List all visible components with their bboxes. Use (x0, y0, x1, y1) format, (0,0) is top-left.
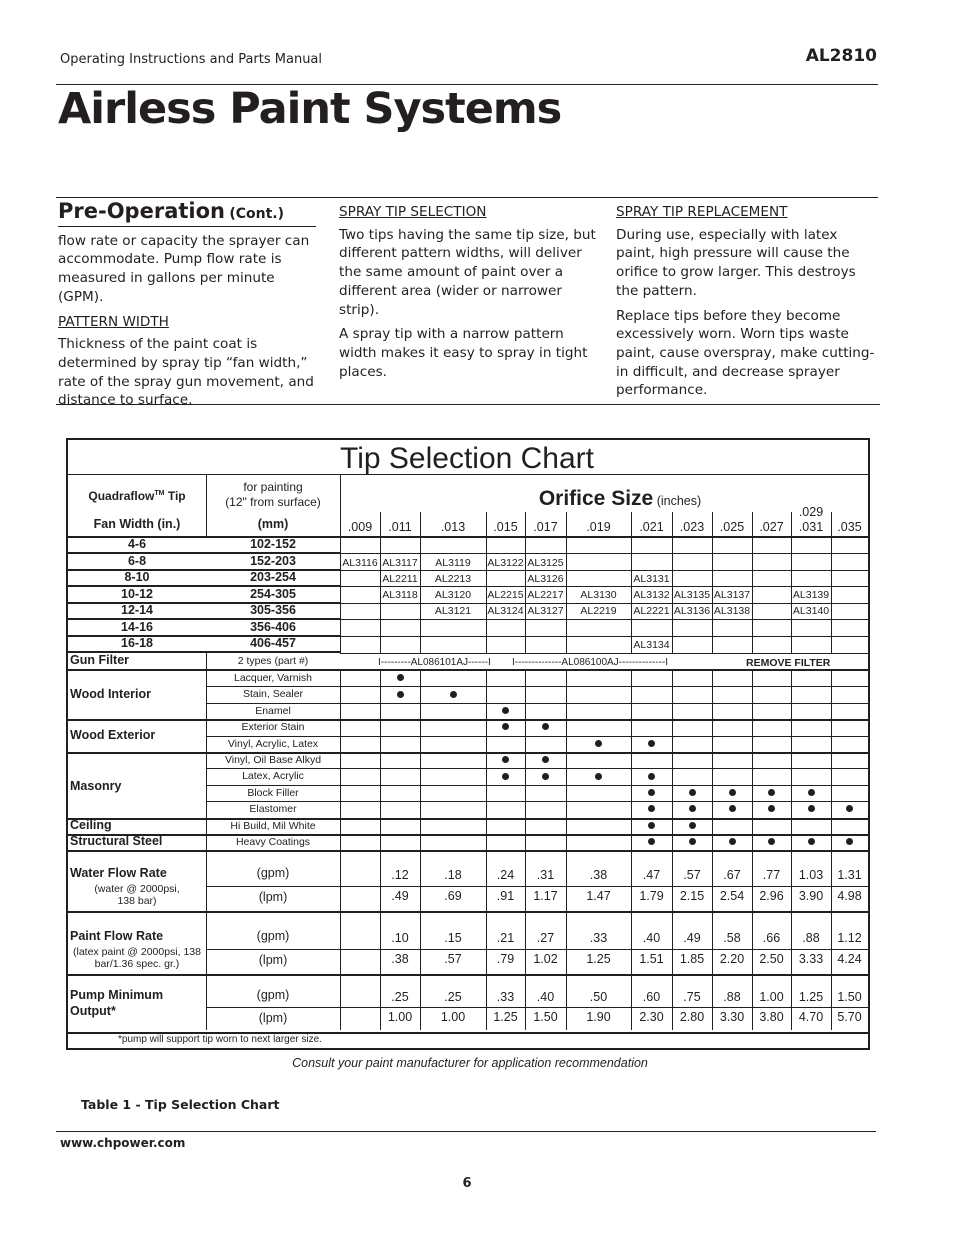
distance-header: (12" from surface) (225, 495, 321, 509)
mm-header: (mm) (257, 517, 289, 531)
gpm-value-water: .77 (762, 868, 781, 882)
lpm-value-paint: 4.24 (837, 952, 862, 966)
pattern-width-paragraph: Thickness of the paint coat is determined by spray tip “fan width,” rate of the spray gun movement, and distance to surface. (58, 336, 314, 409)
application-vinyl--oil-base-alkyd: Vinyl, Oil Base Alkyd (224, 754, 322, 766)
size-header-6: .021 (639, 520, 664, 534)
application-dot (768, 789, 775, 796)
flow-col-2 (420, 852, 421, 1030)
application-rule-0 (207, 686, 868, 687)
application-dot (502, 756, 509, 763)
part-number: AL3122 (487, 557, 524, 569)
gpm-value-pump: .40 (536, 990, 555, 1004)
application-lacquer--varnish: Lacquer, Varnish (233, 672, 313, 684)
application-col-7 (672, 670, 673, 852)
flow-note1-paint: (latex paint @ 2000psi, 138 (73, 946, 201, 958)
fan-width-1: 6-8 (127, 553, 147, 568)
lpm-value-water: 2.54 (719, 889, 745, 903)
flow-note1-water: (water @ 2000psi, (94, 883, 180, 895)
size-header-divider-7 (712, 512, 713, 537)
application-dot (648, 789, 655, 796)
part-grid-col-0 (340, 537, 341, 653)
application-hi-build--mil-white: Hi Build, Mil White (230, 819, 316, 832)
tip-replacement-paragraph-2: Replace tips before they become excessively worn. Worn tips waste paint, cause overspray, make cutting-in difficult, and decrease sprayer performance. (616, 307, 875, 399)
flow-col-8 (712, 852, 713, 1030)
unit-gpm-pump: (gpm) (256, 988, 290, 1002)
part-number: AL3138 (713, 605, 751, 617)
application-dot (502, 723, 509, 730)
application-col-9 (752, 670, 753, 852)
gpm-value-paint: 1.12 (837, 931, 862, 945)
application-dot (595, 773, 602, 780)
gpm-value-pump: 1.50 (837, 990, 862, 1004)
part-number: AL3124 (487, 605, 524, 617)
spray-tip-replacement-heading: SPRAY TIP REPLACEMENT (616, 204, 788, 220)
application-dot (542, 723, 549, 730)
flow-label-pump: Pump Minimum (70, 988, 164, 1002)
lpm-value-paint: 1.25 (586, 952, 611, 966)
lpm-value-water: .91 (496, 889, 515, 903)
fan-width-0: 4-6 (127, 537, 147, 551)
lpm-value-water: 2.15 (679, 889, 705, 903)
application-dot (768, 805, 775, 812)
flow-col-12 (868, 852, 869, 1030)
gun-filter-sub: 2 types (part #) (237, 655, 309, 667)
application-dot (648, 773, 655, 780)
lpm-value-paint: .38 (391, 952, 409, 966)
gpm-value-water: .38 (589, 868, 608, 882)
application-dot (689, 789, 696, 796)
fan-width-4: 12-14 (121, 603, 153, 617)
consult-note: Consult your paint manufacturer for application recommendation (292, 1056, 648, 1070)
lpm-value-pump: 1.50 (533, 1010, 558, 1024)
flow-mid-rule-paint (207, 949, 868, 950)
size-header-0: .009 (347, 520, 373, 534)
for-painting-header: for painting (243, 480, 303, 494)
application-dot (397, 674, 404, 681)
application-exterior-stain: Exterior Stain (241, 721, 305, 734)
footer-rule (56, 1131, 876, 1132)
application-dot (397, 691, 404, 698)
fan-mm-2: 203-254 (250, 570, 296, 584)
trademark: TM (154, 490, 165, 497)
application-col-5 (566, 670, 567, 852)
flow-col-11 (831, 852, 832, 1030)
header-manual-title: Operating Instructions and Parts Manual (60, 52, 323, 67)
orifice-size-header (500, 487, 740, 511)
size-header-11: .035 (837, 520, 862, 534)
size-header-divider-10 (831, 512, 832, 537)
part-number: AL3126 (527, 573, 564, 585)
lpm-value-pump: 1.90 (586, 1010, 611, 1024)
flow-label-paint: Paint Flow Rate (70, 929, 164, 943)
part-number: AL3127 (527, 605, 564, 617)
gpm-value-pump: .88 (723, 990, 741, 1004)
flow-col-6 (631, 852, 632, 1030)
flow-col-7 (672, 852, 673, 1030)
website-link[interactable]: www.chpower.com (60, 1136, 186, 1150)
application-latex--acrylic: Latex, Acrylic (242, 770, 304, 783)
gpm-value-paint: .33 (589, 931, 608, 945)
application-dot (768, 838, 775, 845)
gpm-value-water: .31 (536, 868, 555, 882)
size-header-divider-5 (631, 512, 632, 537)
fan-width-5: 14-16 (121, 619, 153, 634)
fan-mm-3: 254-305 (250, 586, 296, 601)
size-header-7: .023 (679, 520, 705, 534)
application-stain--sealer: Stain, Sealer (242, 688, 304, 701)
part-number: AL3120 (434, 589, 472, 601)
table-caption: Table 1 - Tip Selection Chart (81, 1097, 280, 1112)
gun-filter-rule (68, 669, 868, 671)
application-heavy-coatings: Heavy Coatings (235, 836, 311, 848)
part-number: AL3132 (633, 589, 670, 601)
size-header-10: .031 (798, 520, 824, 534)
size-header-9: .027 (759, 520, 784, 534)
size-header-2: .013 (440, 520, 466, 534)
quadraflow-text: Quadraflow (88, 489, 155, 503)
tip-selection-paragraph-1: Two tips having the same tip size, but different pattern widths, will deliver the same amount of paint over a different area (wider or narrower strip). (339, 226, 596, 318)
application-col-0 (340, 670, 341, 852)
part-number: AL3136 (673, 605, 711, 617)
lpm-value-pump: 4.70 (798, 1010, 824, 1024)
flow-mid-rule-water (207, 886, 868, 887)
lpm-value-pump: 1.00 (387, 1010, 413, 1024)
application-rule-4 (68, 752, 868, 754)
unit-gpm-water: (gpm) (256, 866, 290, 880)
gpm-value-pump: .75 (683, 990, 701, 1004)
application-dot (689, 822, 696, 829)
tip-selection-paragraph-2: A spray tip with a narrow pattern width makes it easy to spray in tight places. (339, 326, 588, 380)
gpm-value-paint: .49 (683, 931, 701, 945)
group-wood-interior: Wood Interior (70, 687, 152, 701)
unit-lpm-pump: (lpm) (258, 1011, 288, 1025)
part-number: AL3131 (633, 573, 670, 585)
part-number: AL3134 (633, 639, 670, 651)
gpm-value-water: .18 (444, 868, 462, 882)
chart-title: Tip Selection Chart (340, 442, 595, 475)
gpm-value-paint: .40 (642, 931, 661, 945)
gpm-value-water: .12 (391, 868, 409, 882)
fan-mm-4: 305-356 (250, 603, 296, 617)
filter-part-2: I--------------AL086100AJ--------------I (512, 657, 669, 668)
gpm-value-paint: .27 (536, 931, 555, 945)
gpm-value-water: .24 (496, 868, 515, 882)
lpm-value-paint: .79 (496, 952, 515, 966)
gpm-value-paint: .15 (444, 931, 462, 945)
application-rule-1 (207, 703, 868, 704)
gpm-value-paint: .66 (762, 931, 781, 945)
application-dot (689, 838, 696, 845)
unit-lpm-paint: (lpm) (258, 953, 288, 967)
application-col-3 (486, 670, 487, 852)
application-col-1 (380, 670, 381, 852)
size-header-029: .029 (798, 505, 824, 519)
size-header-divider-2 (486, 512, 487, 537)
gpm-value-pump: .33 (496, 990, 515, 1004)
tip-selection-chart (66, 438, 870, 1050)
application-divider (206, 653, 207, 852)
flow-divider (206, 852, 207, 1030)
flow-bottom-rule-water (68, 911, 868, 913)
size-header-8: .025 (719, 520, 745, 534)
gpm-value-paint: .88 (802, 931, 820, 945)
application-dot (450, 691, 457, 698)
heading-underline (58, 226, 316, 227)
application-block-filler: Block Filler (247, 786, 299, 799)
spray-tip-selection-heading: SPRAY TIP SELECTION (339, 204, 487, 220)
size-header-divider-8 (752, 512, 753, 537)
gpm-value-pump: 1.00 (759, 990, 784, 1004)
lpm-value-pump: 5.70 (837, 1010, 862, 1024)
size-header-divider-3 (525, 512, 526, 537)
header-model: AL2810 (805, 46, 877, 66)
application-col-12 (868, 670, 869, 852)
fan-width-header: Fan Width (in.) (93, 517, 181, 531)
size-header-3: .015 (493, 520, 518, 534)
size-header-divider-6 (672, 512, 673, 537)
part-number: AL2215 (487, 589, 524, 601)
application-col-6 (631, 670, 632, 852)
lpm-value-pump: 3.80 (759, 1010, 784, 1024)
application-dot (648, 838, 655, 845)
application-dot (502, 773, 509, 780)
fan-mm-0: 102-152 (250, 537, 296, 551)
application-enamel: Enamel (255, 704, 291, 717)
application-dot (542, 756, 549, 763)
application-rule-5 (207, 768, 868, 769)
column-spray-tip-replacement (616, 203, 878, 406)
gun-filter-label: Gun Filter (70, 653, 130, 667)
gpm-value-water: .47 (642, 868, 661, 882)
flow-note2-water: 138 bar) (117, 895, 157, 907)
quadraflow-label (70, 489, 204, 503)
application-rule-2 (68, 719, 868, 721)
flow-col-10 (791, 852, 792, 1030)
application-rule-7 (207, 801, 868, 802)
size-header-divider-1 (420, 512, 421, 537)
part-grid-rule-6 (340, 653, 868, 654)
lpm-value-water: .69 (444, 889, 462, 903)
part-number: AL2221 (633, 605, 670, 617)
part-number: AL3117 (382, 557, 418, 569)
part-number: AL3130 (580, 589, 617, 601)
lpm-value-pump: 2.30 (639, 1010, 664, 1024)
title-underline (68, 474, 868, 475)
lpm-value-water: 2.96 (759, 889, 784, 903)
flow-label2-pump: Output* (70, 1004, 116, 1018)
size-header-5: .019 (586, 520, 611, 534)
flow-col-9 (752, 852, 753, 1030)
column-pre-operation (58, 199, 320, 416)
page-number: 6 (462, 1176, 472, 1191)
filter-part-1: I---------AL086101AJ------I (378, 657, 491, 668)
gpm-value-pump: .25 (444, 990, 462, 1004)
lpm-value-water: 4.98 (837, 889, 862, 903)
flow-col-3 (486, 852, 487, 1030)
inches-text: (inches) (653, 494, 702, 508)
lpm-value-pump: 3.30 (719, 1010, 745, 1024)
lpm-value-paint: 1.85 (679, 952, 705, 966)
flow-col-5 (566, 852, 567, 1030)
lpm-value-pump: 2.80 (679, 1010, 705, 1024)
application-dot (648, 822, 655, 829)
part-number: AL3118 (382, 589, 418, 601)
application-dot (502, 707, 509, 714)
application-col-10 (791, 670, 792, 852)
size-header-divider-9 (791, 512, 792, 537)
part-grid-col-12 (868, 537, 869, 653)
flow-mid-rule-pump (207, 1007, 868, 1008)
part-number: AL2213 (434, 573, 472, 585)
fan-width-3: 10-12 (121, 586, 153, 601)
flow-rate-paragraph: flow rate or capacity the sprayer can accommodate. Pump flow rate is measured in gallons per minute (GPM). (58, 232, 310, 305)
part-number: AL3125 (527, 557, 564, 569)
lpm-value-paint: 2.50 (759, 952, 784, 966)
heading-cont: (Cont.) (229, 206, 284, 222)
application-dot (729, 789, 736, 796)
application-rule-10 (68, 850, 868, 852)
group-masonry: Masonry (70, 779, 122, 793)
application-rule-6 (207, 785, 868, 786)
lpm-value-paint: .57 (444, 952, 462, 966)
fan-width-6: 16-18 (121, 636, 153, 650)
group-ceiling: Ceiling (70, 818, 112, 832)
lpm-value-water: 3.90 (798, 889, 824, 903)
group-wood-exterior: Wood Exterior (70, 728, 156, 742)
application-elastomer: Elastomer (249, 803, 297, 816)
application-dot (689, 805, 696, 812)
lpm-value-water: .49 (391, 889, 409, 903)
orifice-size-text: Orifice Size (538, 487, 654, 510)
gpm-value-paint: .21 (496, 931, 515, 945)
part-number: AL3121 (434, 605, 472, 617)
gpm-value-water: .67 (723, 868, 741, 882)
fan-mm-5: 356-406 (250, 619, 296, 634)
remove-filter: REMOVE FILTER (746, 657, 831, 669)
group-structural-steel: Structural Steel (70, 834, 163, 848)
section-bottom-rule (56, 404, 880, 405)
gpm-value-paint: .10 (391, 931, 409, 945)
flow-bottom-rule-paint (68, 974, 868, 976)
application-rule-9 (68, 834, 868, 836)
tip-text: Tip (164, 489, 186, 503)
part-number: AL3119 (435, 557, 471, 569)
tip-replacement-paragraph-1: During use, especially with latex paint, high pressure will cause the orifice to grow larger. This destroys the pattern. (616, 226, 856, 299)
part-number: AL3137 (713, 589, 751, 601)
size-header-divider-0 (380, 512, 381, 537)
flow-label-water: Water Flow Rate (70, 866, 167, 880)
application-col-4 (525, 670, 526, 852)
application-dot (846, 805, 853, 812)
fan-width-2: 8-10 (124, 570, 150, 584)
application-dot (648, 740, 655, 747)
part-number: AL2211 (382, 573, 418, 585)
application-dot (648, 805, 655, 812)
part-number: AL3140 (792, 605, 830, 617)
lpm-value-paint: 3.33 (798, 952, 824, 966)
lpm-value-water: 1.47 (586, 889, 611, 903)
section-top-rule (56, 197, 878, 198)
gpm-value-pump: .60 (642, 990, 661, 1004)
application-dot (729, 805, 736, 812)
pattern-width-heading: PATTERN WIDTH (58, 313, 169, 330)
application-dot (542, 773, 549, 780)
part-number: AL3116 (342, 557, 378, 569)
lpm-value-pump: 1.00 (440, 1010, 466, 1024)
flow-note2-paint: bar/1.36 spec. gr.) (94, 958, 180, 970)
heading-text: Pre-Operation (58, 199, 225, 223)
size-header-4: .017 (533, 520, 558, 534)
application-dot (808, 805, 815, 812)
gpm-value-pump: .50 (589, 990, 608, 1004)
fan-mm-6: 406-457 (250, 636, 296, 650)
gpm-value-paint: .58 (723, 931, 741, 945)
page-title: Airless Paint Systems (58, 84, 562, 134)
gpm-value-water: .57 (683, 868, 701, 882)
part-number: AL3139 (792, 589, 830, 601)
lpm-value-paint: 2.20 (719, 952, 745, 966)
application-dot (808, 789, 815, 796)
application-dot (808, 838, 815, 845)
lpm-value-paint: 1.51 (639, 952, 664, 966)
size-header-1: .011 (388, 520, 412, 534)
application-col-8 (712, 670, 713, 852)
unit-lpm-water: (lpm) (258, 890, 288, 904)
flow-col-4 (525, 852, 526, 1030)
gpm-value-water: 1.03 (798, 868, 824, 882)
application-rule-3 (207, 736, 868, 737)
gpm-value-water: 1.31 (837, 868, 862, 882)
part-number: AL2217 (527, 589, 564, 601)
part-number: AL2219 (580, 605, 617, 617)
application-dot (595, 740, 602, 747)
pre-operation-heading (58, 199, 320, 224)
application-vinyl--acrylic--latex: Vinyl, Acrylic, Latex (227, 737, 319, 750)
flow-col-0 (340, 852, 341, 1030)
column-spray-tip-selection (339, 203, 601, 387)
lpm-value-pump: 1.25 (493, 1010, 518, 1024)
size-header-divider-4 (566, 512, 567, 537)
gpm-value-pump: .25 (391, 990, 409, 1004)
fan-mm-1: 152-203 (250, 553, 296, 568)
part-number: AL3135 (673, 589, 711, 601)
lpm-value-water: 1.17 (533, 889, 558, 903)
application-col-11 (831, 670, 832, 852)
lpm-value-water: 1.79 (639, 889, 664, 903)
application-dot (729, 838, 736, 845)
application-rule-8 (68, 818, 868, 820)
unit-gpm-paint: (gpm) (256, 929, 290, 943)
application-col-2 (420, 670, 421, 852)
flow-col-1 (380, 852, 381, 1030)
gpm-value-pump: 1.25 (798, 990, 824, 1004)
lpm-value-paint: 1.02 (533, 952, 558, 966)
pump-note: *pump will support tip worn to next larger size. (118, 1034, 322, 1045)
application-dot (846, 838, 853, 845)
